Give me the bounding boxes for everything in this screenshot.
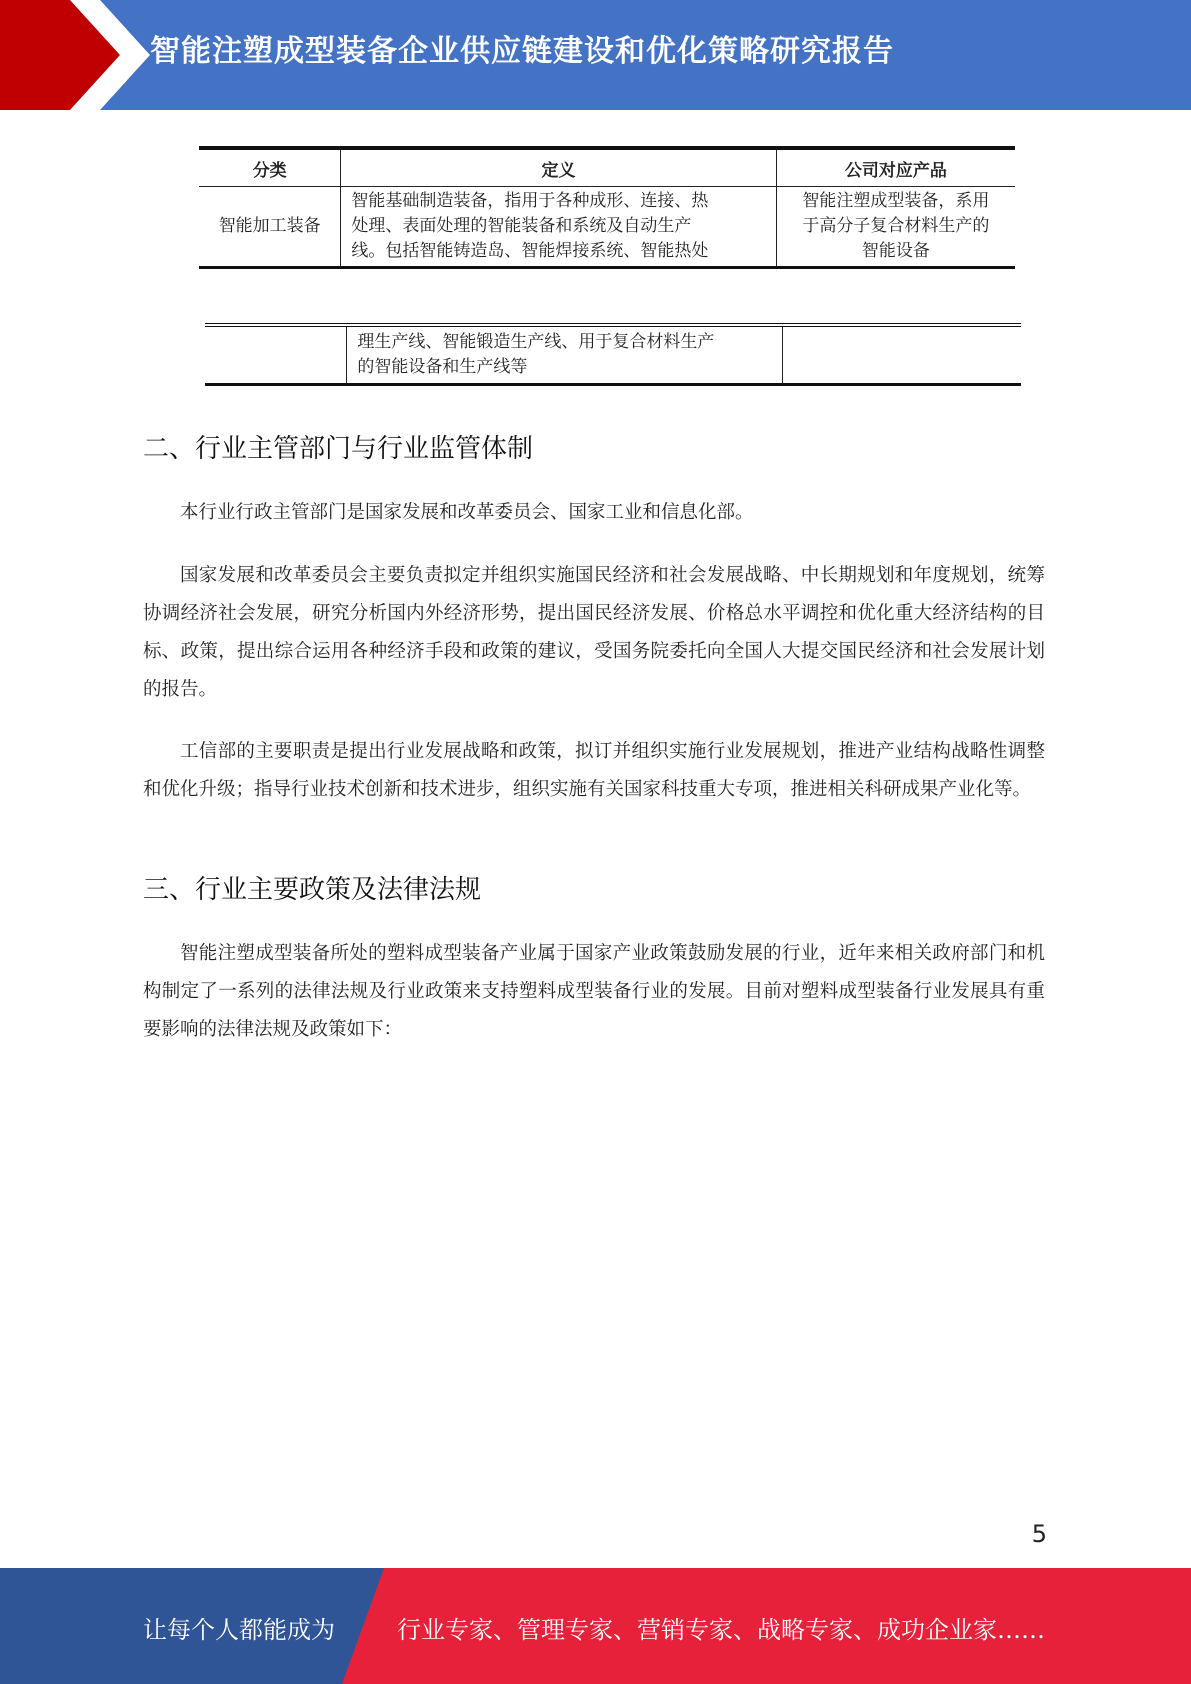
table-row xyxy=(205,325,1021,385)
header-banner xyxy=(0,0,1191,110)
paragraph: 国家发展和改革委员会主要负责拟定并组织实施国民经济和社会发展战略、中长期规划和年度规划，统筹协调经济社会发展，研究分析国内外经济形势，提出国民经济发展、价格总水平调控和优化重大经济结构的目标、政策，提出综合运用各种经济手段和政策的建议，受国务院委托向全国人大提交国民经济和社会发展计划的报告。 xyxy=(143,565,1045,700)
section-heading: 二、行业主管部门与行业监管体制 xyxy=(143,434,534,464)
table-row xyxy=(199,187,1015,268)
page-number: 5 xyxy=(1031,1520,1047,1548)
paragraph: 工信部的主要职责是提出行业发展战略和政策，拟订并组织实施行业发展规划，推进产业结构战略性调整和优化升级；指导行业技术创新和技术进步，组织实施有关国家科技重大专项，推进相关科研成果产业化等。 xyxy=(143,741,1045,800)
definition-line: 的智能设备和生产线等 xyxy=(357,357,528,377)
classification-table xyxy=(199,146,1015,269)
definition-line: 线。包括智能铸造岛、智能焊接系统、智能热处 xyxy=(351,241,709,261)
product-line: 于高分子复合材料生产的 xyxy=(802,216,990,236)
paragraph: 智能注塑成型装备所处的塑料成型装备产业属于国家产业政策鼓励发展的行业，近年来相关政府部门和机构制定了一系列的法律法规及行业政策来支持塑料成型装备行业的发展。目前对塑料成型装备行业发展具有重要影响的法律法规及政策如下： xyxy=(143,943,1045,1040)
table-cell-category-empty xyxy=(205,325,347,385)
definition-line: 处理、表面处理的智能装备和系统及自动生产 xyxy=(351,216,692,236)
table-header-category: 分类 xyxy=(199,148,341,187)
table-cell-category: 智能加工装备 xyxy=(199,187,341,268)
footer-slogan-right: 行业专家、管理专家、营销专家、战略专家、成功企业家…… xyxy=(397,1616,1045,1644)
table-cell-definition xyxy=(347,325,782,385)
footer-slogan-left: 让每个人都能成为 xyxy=(143,1616,335,1644)
report-title: 智能注塑成型装备企业供应链建设和优化策略研究报告 xyxy=(150,34,894,69)
product-line: 智能注塑成型装备，系用 xyxy=(802,191,990,211)
classification-table-continued xyxy=(205,323,1021,386)
table-header-product: 公司对应产品 xyxy=(776,148,1015,187)
table-cell-product-empty xyxy=(782,325,1021,385)
table-cell-definition xyxy=(341,187,776,268)
table-header-definition: 定义 xyxy=(341,148,776,187)
footer-banner xyxy=(0,1568,1191,1684)
product-line: 智能设备 xyxy=(861,241,930,261)
paragraph: 本行业行政主管部门是国家发展和改革委员会、国家工业和信息化部。 xyxy=(180,502,754,523)
definition-line: 理生产线、智能锻造生产线、用于复合材料生产 xyxy=(357,332,715,352)
table-cell-product xyxy=(776,187,1015,268)
table-header-row xyxy=(199,148,1015,187)
section-heading: 三、行业主要政策及法律法规 xyxy=(143,875,482,905)
definition-line: 智能基础制造装备，指用于各种成形、连接、热 xyxy=(351,191,709,211)
header-arrow-decoration xyxy=(0,0,160,110)
